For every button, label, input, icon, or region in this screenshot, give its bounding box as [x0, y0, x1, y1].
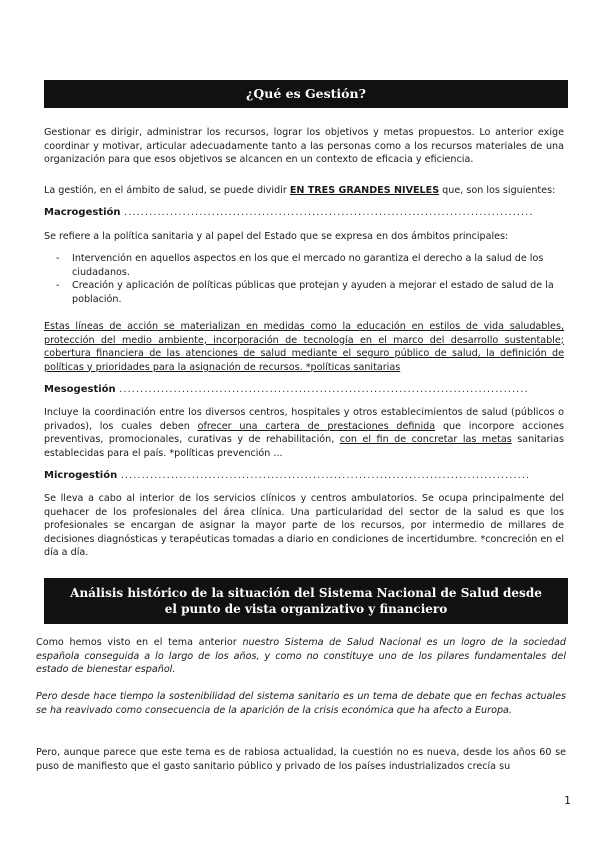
- division-highlight: EN TRES GRANDES NIVELES: [289, 185, 440, 196]
- section2-title-line1: Análisis histórico de la situación del Sistema Nacional de Salud desde: [70, 586, 542, 600]
- division-paragraph: [44, 184, 564, 198]
- macro-paragraph: Se refiere a la política sanitaria y al papel del Estado que se expresa en dos ámbitos principales:: [44, 231, 509, 242]
- division-text-after: que, son los siguientes:: [439, 185, 556, 196]
- division-text-before: La gestión, en el ámbito de salud, se puede dividir: [44, 185, 290, 196]
- micro-paragraph: Se lleva a cabo al interior de los servicios clínicos y centros ambulatorios. Se ocupa principalmente del quehacer de los profesionales del área clínica. Una particularidad del sector de la salud es que los profesionales se encargan de asignar la mayor parte de los recursos, por intermedio de millares de decisiones diagnósticas y terapéuticas tomadas a diario en condiciones de incertidumbre. *concreción en el día a día.: [44, 493, 564, 558]
- macro-heading: Macrogestión: [44, 207, 121, 218]
- micro-heading: Microgestión: [44, 470, 118, 481]
- history-paragraph-1: [36, 636, 566, 677]
- meso-text-a: Incluye la coordinación entre los diversos centros, hospitales y otros establecimientos de salud (públicos o privados), los cuales deben: [44, 407, 564, 432]
- meso-heading-row: [44, 384, 564, 398]
- meso-text-underlined-2: con el fin de concretar las metas: [339, 434, 512, 445]
- history-paragraph-3: Pero, aunque parece que este tema es de rabiosa actualidad, la cuestión no es nueva, desde los años 60 se puso de manifiesto que el gasto sanitario público y privado de los países industrializados crecía su: [36, 747, 566, 772]
- intro-paragraph: Gestionar es dirigir, administrar los recursos, lograr los objetivos y metas propuestos. Lo anterior exige coordinar y motivar, articular adecuadamente tanto a las personas como a los recursos materiales de una organización para que esos objetivos se alcancen en un contexto de eficacia y eficiencia.: [44, 127, 564, 165]
- section-title: ¿Qué es Gestión?: [246, 86, 366, 101]
- macro-note-paragraph: Estas líneas de acción se materializan en medidas como la educación en estilos de vida saludables, protección del medio ambiente, incorporación de tecnología en el marco del desarrollo sustentable; cobertura financiera de las atenciones de salud mediante el seguro público de salud, la definición de políticas y prioridades para la asignación de recursos. *políticas sanitarias: [44, 321, 564, 373]
- dotted-leader: ..................................................................................................: [120, 470, 531, 481]
- history-paragraph-2: Pero desde hace tiempo la sostenibilidad del sistema sanitario es un tema de debate que en fechas actuales se ha reavivado como consecuencia de la aparición de la crisis económica que ha afecto a Europa.: [36, 691, 566, 716]
- section-title-bar: [44, 80, 568, 108]
- section2-title-line2: el punto de vista organizativo y financiero: [164, 602, 448, 616]
- history-p1-normal: Como hemos visto en el tema anterior: [36, 637, 243, 648]
- dotted-leader: ..................................................................................................: [124, 207, 534, 218]
- section-title-bar-2: [44, 578, 568, 624]
- page-number: 1: [564, 794, 571, 807]
- history-p1-italic: nuestro Sistema de Salud Nacional es un logro de la sociedad española conseguida a lo largo de los años, y como no constituye uno de los pilares fundamentales del estado de bienestar español.: [36, 637, 566, 675]
- meso-paragraph: [44, 406, 564, 460]
- list-item: - Intervención en aquellos aspectos en los que el mercado no garantiza el derecho a la salud de los ciudadanos.: [44, 252, 554, 279]
- list-item: - Creación y aplicación de políticas públicas que protejan y ayuden a mejorar el estado de salud de la población.: [44, 279, 554, 306]
- meso-text-b: que incorpore acciones preventivas, promocionales, curativas y de rehabilitación,: [44, 420, 564, 445]
- meso-heading: Mesogestión: [44, 384, 116, 395]
- macro-heading-row: [44, 207, 564, 221]
- macro-bullet-list: [44, 252, 554, 306]
- micro-heading-row: [44, 470, 564, 484]
- meso-text-c: sanitarias establecidas para el país. *políticas prevención ...: [44, 434, 564, 459]
- meso-text-underlined-1: ofrecer una cartera de prestaciones definida: [197, 420, 436, 432]
- dotted-leader: ..................................................................................................: [119, 384, 529, 395]
